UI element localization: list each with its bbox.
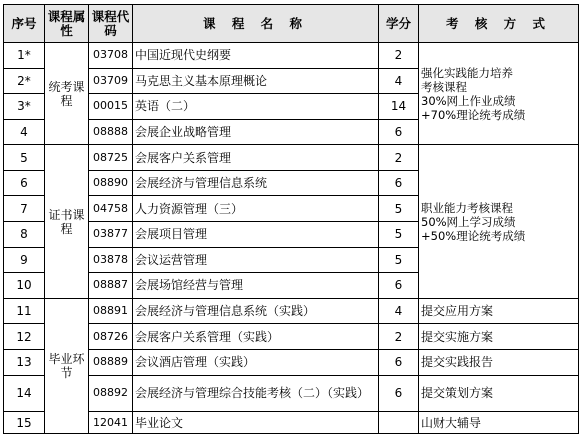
table-row [4,324,579,350]
credit-cell: 5 [379,247,419,273]
header-name: 课 程 名 称 [133,5,379,43]
credit-cell: 5 [379,222,419,248]
table-row [4,298,579,324]
table-row [4,412,579,434]
header-seq: 序号 [4,5,45,43]
seq-cell: 1* [4,43,45,69]
seq-cell: 7 [4,196,45,222]
seq-cell: 2* [4,68,45,94]
name-cell: 会展客户关系管理（实践） [133,324,379,350]
attr-cell: 统考课程 [45,43,89,145]
code-cell: 08892 [89,375,133,412]
credit-cell: 14 [379,94,419,120]
header-code: 课程代码 [89,5,133,43]
method-line: 考核课程 [421,79,467,94]
code-cell: 12041 [89,412,133,434]
name-cell: 会展客户关系管理 [133,145,379,171]
credit-cell: 2 [379,324,419,350]
method-cell: 提交实施方案 [419,324,579,350]
seq-cell: 13 [4,349,45,375]
attr-cell: 证书课程 [45,145,89,298]
code-cell: 08887 [89,273,133,299]
code-cell: 08888 [89,119,133,145]
credit-cell: 2 [379,145,419,171]
code-cell: 03709 [89,68,133,94]
seq-cell: 4 [4,119,45,145]
method-line: +70%理论统考成绩 [421,107,526,122]
table-row [4,349,579,375]
seq-cell: 3* [4,94,45,120]
code-cell: 08725 [89,145,133,171]
credit-cell [379,412,419,434]
seq-cell: 11 [4,298,45,324]
credit-cell: 6 [379,273,419,299]
name-cell: 毕业论文 [133,412,379,434]
method-cell: 提交策划方案 [419,375,579,412]
code-cell: 08726 [89,324,133,350]
credit-cell: 4 [379,68,419,94]
header-row [4,5,579,43]
seq-cell: 15 [4,412,45,434]
credit-cell: 4 [379,298,419,324]
code-cell: 00015 [89,94,133,120]
name-cell: 会展项目管理 [133,222,379,248]
method-line: 50%网上学习成绩 [421,214,516,229]
code-cell: 03708 [89,43,133,69]
credit-cell: 5 [379,196,419,222]
method-cell: 提交应用方案 [419,298,579,324]
name-cell: 会展经济与管理信息系统（实践） [133,298,379,324]
method-line: 强化实践能力培养 [421,65,513,80]
header-attr: 课程属性 [45,5,89,43]
method-cell [419,145,579,298]
header-method: 考 核 方 式 [419,5,579,43]
name-cell: 中国近现代史纲要 [133,43,379,69]
method-line: 30%网上作业成绩 [421,93,516,108]
attr-cell: 毕业环节 [45,298,89,433]
method-cell: 山财大辅导 [419,412,579,434]
seq-cell: 6 [4,170,45,196]
credit-cell: 6 [379,119,419,145]
method-line: +50%理论统考成绩 [421,228,526,243]
code-cell: 03877 [89,222,133,248]
seq-cell: 8 [4,222,45,248]
code-cell: 08889 [89,349,133,375]
seq-cell: 12 [4,324,45,350]
name-cell: 马克思主义基本原理概论 [133,68,379,94]
curriculum-table [3,4,579,434]
name-cell: 会议酒店管理（实践） [133,349,379,375]
credit-cell: 6 [379,375,419,412]
code-cell: 08891 [89,298,133,324]
header-credit: 学分 [379,5,419,43]
method-cell [419,43,579,145]
code-cell: 03878 [89,247,133,273]
name-cell: 会展企业战略管理 [133,119,379,145]
method-line: 职业能力考核课程 [421,200,513,215]
seq-cell: 14 [4,375,45,412]
table-row [4,43,579,69]
name-cell: 会展经济与管理信息系统 [133,170,379,196]
name-cell: 人力资源管理（三） [133,196,379,222]
method-cell: 提交实践报告 [419,349,579,375]
name-cell: 会展场馆经营与管理 [133,273,379,299]
seq-cell: 9 [4,247,45,273]
name-cell: 英语（二） [133,94,379,120]
table-row [4,145,579,171]
seq-cell: 5 [4,145,45,171]
name-cell: 会议运营管理 [133,247,379,273]
credit-cell: 2 [379,43,419,69]
credit-cell: 6 [379,349,419,375]
credit-cell: 6 [379,170,419,196]
seq-cell: 10 [4,273,45,299]
name-cell: 会展经济与管理综合技能考核（二）（实践） [133,375,379,412]
code-cell: 04758 [89,196,133,222]
table-row [4,375,579,412]
code-cell: 08890 [89,170,133,196]
